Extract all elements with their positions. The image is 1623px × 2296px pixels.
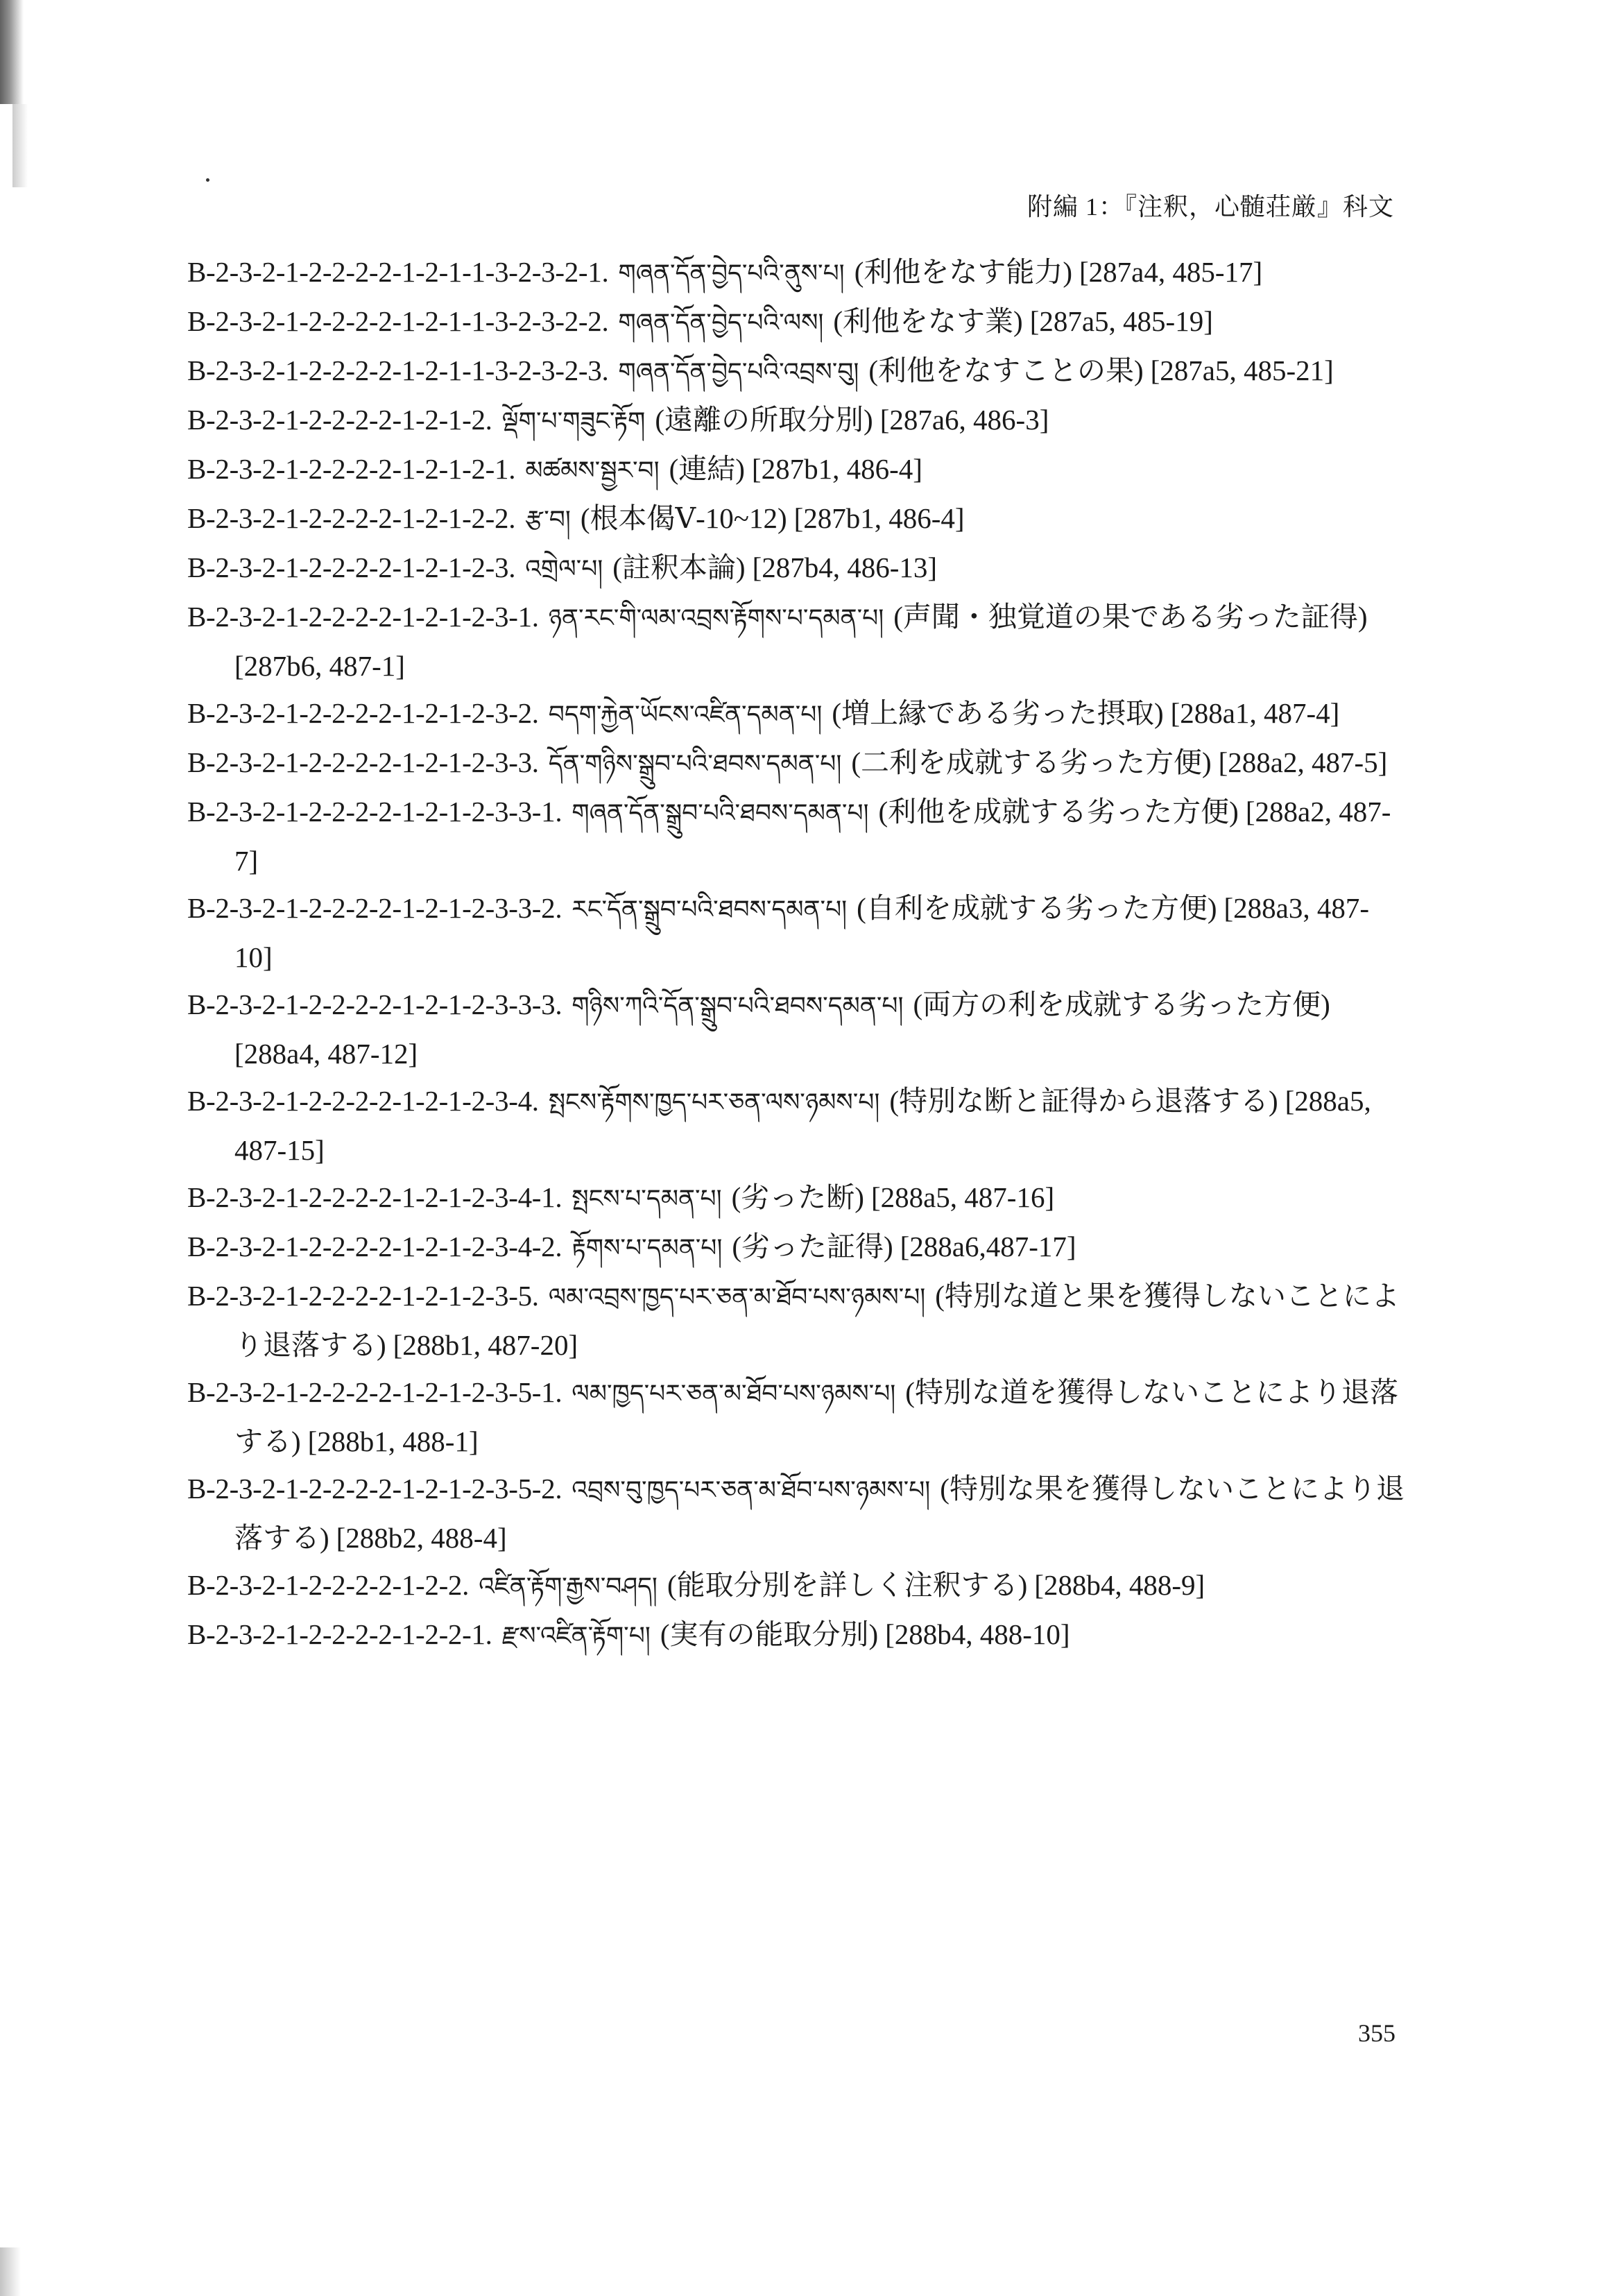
entry-japanese: (連結) [669,453,745,485]
entry-reference: [288a5, 487-16] [870,1181,1055,1213]
entry-tibetan: གཞན་དོན་བྱེད་པའི་འབྲས་བུ། [618,358,859,386]
entry-reference: [287a4, 485-17] [1079,256,1263,288]
scan-speck [206,178,209,182]
entry-reference: [287b4, 486-13] [752,551,938,583]
entry-reference: [288b4, 488-9] [1034,1569,1205,1601]
entry-tibetan: གཞན་དོན་སྒྲུབ་པའི་ཐབས་དམན་པ། [572,799,869,828]
entry-number: B-2-3-2-1-2-2-2-2-1-2-1-1-3-2-3-2-2. [187,305,609,337]
entry-number: B-2-3-2-1-2-2-2-2-1-2-1-2-3-3-2. [187,892,563,924]
scan-edge-shadow-lower [12,104,28,187]
outline-entry [187,1561,1408,1611]
entry-tibetan: རྟོགས་པ་དམན་པ། [572,1234,723,1262]
entry-number: B-2-3-2-1-2-2-2-2-1-2-1-1-3-2-3-2-1. [187,256,609,288]
entry-japanese: (遠離の所取分別) [655,404,873,436]
entry-tibetan: གཉིས་ཀའི་དོན་སྒྲུབ་པའི་ཐབས་དམན་པ། [572,992,904,1020]
outline-entry [187,1174,1408,1223]
entry-number: B-2-3-2-1-2-2-2-2-1-2-1-2-3-3-1. [187,796,563,828]
entry-tibetan: རྫས་འཛིན་རྟོག་པ། [501,1622,651,1650]
outline-entry [187,248,1408,298]
entry-number: B-2-3-2-1-2-2-2-2-1-2-1-2-3-4. [187,1085,539,1117]
page-number: 355 [1358,2019,1396,2047]
entry-reference: [288a2, 487-5] [1218,746,1388,778]
outline-entry [187,981,1408,1077]
entry-number: B-2-3-2-1-2-2-2-2-1-2-1-2-3-1. [187,601,539,633]
entry-reference: [288a3, 487-10] [234,892,1369,973]
entry-japanese: (特別な断と証得から退落する) [889,1085,1278,1117]
entry-number: B-2-3-2-1-2-2-2-2-1-2-1-2-3-5-1. [187,1376,563,1408]
entry-tibetan: ཉན་རང་གི་ལམ་འབྲས་རྟོགས་པ་དམན་པ། [548,604,884,633]
outline-entry [187,884,1408,981]
entry-japanese: (註釈本論) [612,551,746,583]
entry-number: B-2-3-2-1-2-2-2-2-1-2-1-1-3-2-3-2-3. [187,354,609,386]
entry-japanese: (利他をなすことの果) [868,354,1144,386]
outline-entry [187,689,1408,739]
entry-japanese: (劣った証得) [732,1231,893,1262]
outline-entry [187,788,1408,884]
entry-reference: [288a5, 487-15] [234,1085,1371,1166]
entry-number: B-2-3-2-1-2-2-2-2-1-2-1-2-1. [187,453,516,485]
entry-reference: [287a5, 485-19] [1029,305,1213,337]
outline-entry [187,1369,1408,1465]
outline-entry [187,396,1408,445]
outline-entry [187,1465,1408,1561]
entry-japanese: (特別な道を獲得しないことにより退落する) [234,1376,1398,1457]
entry-reference: [288a4, 487-12] [234,1038,418,1070]
entry-number: B-2-3-2-1-2-2-2-2-1-2-2. [187,1569,470,1601]
entry-japanese: (実有の能取分別) [660,1618,879,1650]
entry-reference: [288b1, 488-1] [307,1425,479,1457]
outline-entry [187,347,1408,396]
entry-reference: [288b2, 488-4] [336,1522,507,1554]
outline-entry [187,544,1408,593]
entry-number: B-2-3-2-1-2-2-2-2-1-2-1-2-3-5-2. [187,1473,563,1505]
entry-japanese: (特別な果を獲得しないことにより退落する) [234,1473,1405,1554]
entry-tibetan: དོན་གཉིས་སྒྲུབ་པའི་ཐབས་དམན་པ། [548,750,842,778]
entry-tibetan: སྤངས་པ་དམན་པ། [572,1185,722,1213]
entry-number: B-2-3-2-1-2-2-2-2-1-2-1-2-3-4-2. [187,1231,563,1262]
outline-entry [187,1077,1408,1174]
outline-entry [187,1272,1408,1369]
outline-entry [187,593,1408,689]
entry-reference: [288a6,487-17] [900,1231,1076,1262]
entry-japanese: (利他をなす能力) [854,256,1072,288]
scan-edge-shadow [0,0,24,104]
scan-edge-shadow-bottom [0,2247,21,2296]
entry-tibetan: འགྲེལ་པ། [525,555,603,583]
entry-tibetan: རྩ་བ། [525,506,571,534]
entry-japanese: (増上縁である劣った摂取) [832,697,1164,729]
entry-japanese: (声聞・独覚道の果である劣った証得) [893,601,1368,633]
entry-japanese: (特別な道と果を獲得しないことにより退落する) [234,1280,1400,1361]
entry-tibetan: འབྲས་བུ་ཁྱད་པར་ཅན་མ་ཐོབ་པས་ཉམས་པ། [572,1476,931,1505]
entry-tibetan: བདག་རྐྱེན་ཡོངས་འཛིན་དམན་པ། [548,701,823,729]
entry-reference: [287b1, 486-4] [793,502,965,534]
entry-tibetan: སྤངས་རྟོགས་ཁྱད་པར་ཅན་ལས་ཉམས་པ། [548,1088,880,1117]
outline-entry [187,495,1408,544]
entry-japanese: (根本偈Ⅴ-10~12) [580,502,787,534]
outline-entry [187,1611,1408,1660]
entry-number: B-2-3-2-1-2-2-2-2-1-2-1-2-3-4-1. [187,1181,563,1213]
outline-entries [187,248,1408,1660]
entry-number: B-2-3-2-1-2-2-2-2-1-2-1-2-2. [187,502,516,534]
entry-number: B-2-3-2-1-2-2-2-2-1-2-1-2-3-5. [187,1280,539,1312]
entry-tibetan: རང་དོན་སྒྲུབ་པའི་ཐབས་དམན་པ། [572,896,848,924]
entry-tibetan: གཞན་དོན་བྱེད་པའི་ལས། [618,309,824,337]
entry-reference: [287b6, 487-1] [234,650,405,682]
outline-entry [187,1223,1408,1272]
entry-number: B-2-3-2-1-2-2-2-2-1-2-2-1. [187,1618,492,1650]
entry-reference: [287b1, 486-4] [751,453,922,485]
entry-japanese: (利他を成就する劣った方便) [878,796,1239,828]
outline-entry [187,739,1408,788]
entry-reference: [287a6, 486-3] [879,404,1049,436]
entry-japanese: (両方の利を成就する劣った方便) [913,988,1330,1020]
entry-japanese: (劣った断) [731,1181,864,1213]
entry-number: B-2-3-2-1-2-2-2-2-1-2-1-2-3-3-3. [187,988,563,1020]
entry-japanese: (二利を成就する劣った方便) [851,746,1212,778]
entry-japanese: (能取分別を詳しく注釈する) [667,1569,1028,1601]
entry-number: B-2-3-2-1-2-2-2-2-1-2-1-2. [187,404,492,436]
entry-reference: [288b1, 487-20] [393,1329,578,1361]
entry-tibetan: ལམ་ཁྱད་པར་ཅན་མ་ཐོབ་པས་ཉམས་པ། [572,1380,896,1408]
entry-tibetan: གཞན་དོན་བྱེད་པའི་ནུས་པ། [618,259,845,288]
entry-number: B-2-3-2-1-2-2-2-2-1-2-1-2-3-2. [187,697,539,729]
entry-japanese: (利他をなす業) [833,305,1023,337]
outline-entry [187,298,1408,347]
entry-japanese: (自利を成就する劣った方便) [857,892,1217,924]
entry-reference: [288a1, 487-4] [1170,697,1340,729]
entry-tibetan: ལྡོག་པ་གཟུང་རྟོག [501,407,646,436]
entry-reference: [287a5, 485-21] [1150,354,1334,386]
entry-reference: [288a2, 487-7] [234,796,1391,877]
entry-number: B-2-3-2-1-2-2-2-2-1-2-1-2-3-3. [187,746,539,778]
entry-tibetan: ལམ་འབྲས་ཁྱད་པར་ཅན་མ་ཐོབ་པས་ཉམས་པ། [548,1283,926,1312]
entry-reference: [288b4, 488-10] [885,1618,1070,1650]
outline-entry [187,445,1408,495]
entry-number: B-2-3-2-1-2-2-2-2-1-2-1-2-3. [187,551,516,583]
running-head: 附編 1：『注釈，心髄荘厳』科文 [1027,193,1394,221]
entry-tibetan: མཚམས་སྦྱར་བ། [525,456,660,485]
entry-tibetan: འཛིན་རྟོག་རྒྱས་བཤད། [479,1573,658,1601]
